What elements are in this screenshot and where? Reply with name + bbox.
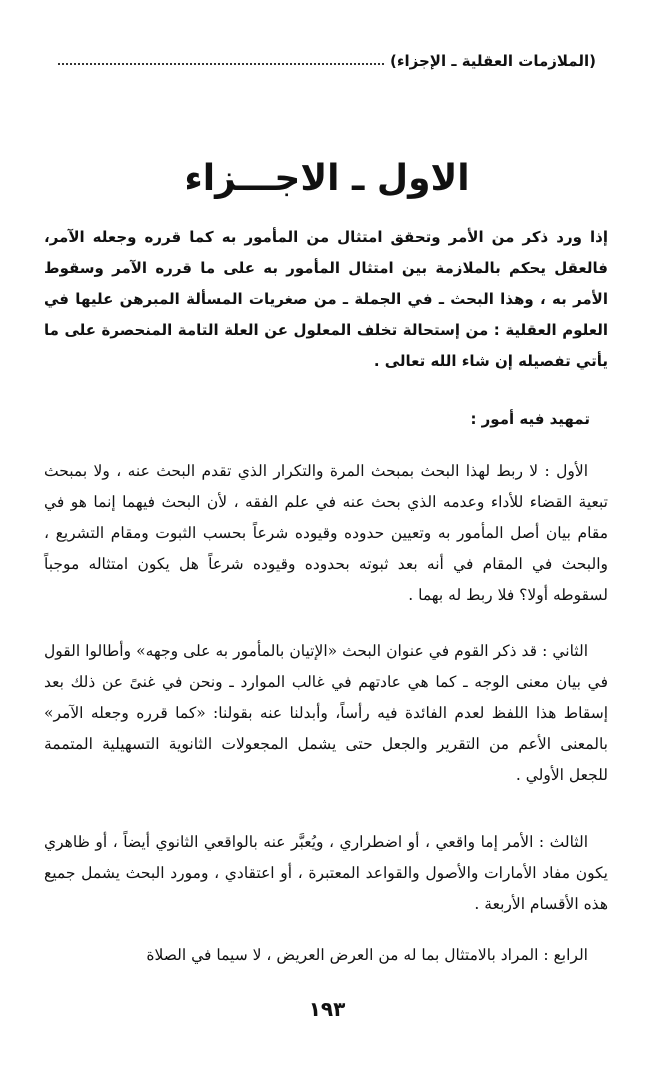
running-header — [58, 52, 596, 70]
item-second: الثاني : قد ذكر القوم في عنوان البحث «الإتيان بالمأمور به على وجهه» وأطالوا القول في بيان معنى الوجه ـ كما هي عادتهم في غالب الموارد ـ ونحن في غنىً عن ذلك بعد إسقاط هذا اللفظ لعدم الفائدة فيه رأساً، وأبدلنا عنه بقولنا: «كما قرره وجعله الآمر» بالمعنى الأعم من التقرير والجعل حتى يشمل المجعولات الثانوية التسهيلية المتممة للجعل الأولي . — [44, 642, 608, 784]
chapter-title: الاول ـ الاجـــزاء — [184, 158, 470, 199]
item-first: الأول : لا ربط لهذا البحث بمبحث المرة والتكرار الذي تقدم البحث عنه ، ولا بمبحث تبعية القضاء للأداء وعدمه الذي بحث عنه في علم الفقه ، لأن البحث فيهما إنما هو في مقام بيان أصل المأمور به وتعيين حدوده وقيوده شرعاً بحسب الثبوت ومقام التشريع ، والبحث في المقام في أنه بعد ثبوته بحدوده وقيوده شرعاً هل يكون امتثاله موجباً لسقوطه أولا؟ فلا ربط له بهما . — [44, 462, 608, 604]
item-third: الثالث : الأمر إما واقعي ، أو اضطراري ، ويُعبَّر عنه بالواقعي الثانوي أيضاً ، أو ظاهري يكون مفاد الأمارات والأصول والقواعد المعتبرة ، أو اعتقادي ، ومورد البحث يشمل جميع هذه الأقسام الأربعة . — [44, 833, 608, 913]
running-header-title: (الملازمات العقلية ـ الإجزاء) — [390, 52, 596, 70]
page-number: ١٩٣ — [308, 997, 346, 1021]
item-fourth: الرابع : المراد بالامتثال بما له من العرض العريض ، لا سيما في الصلاة — [146, 946, 588, 964]
header-dotted-leader — [58, 63, 384, 65]
section-subheading: تمهيد فيه أمور : — [470, 410, 590, 428]
intro-paragraph: إذا ورد ذكر من الأمر وتحقق امتثال من المأمور به كما قرره وجعله الآمر، فالعقل يحكم بالملازمة بين امتثال المأمور به على ما قرره الآمر وسقوط الأمر به ، وهذا البحث ـ في الجملة ـ من صغريات المسألة المبرهن عليها في العلوم العقلية : من إستحالة تخلف المعلول عن العلة التامة المنحصرة على ما يأتي تفصيله إن شاء الله تعالى . — [44, 228, 608, 370]
